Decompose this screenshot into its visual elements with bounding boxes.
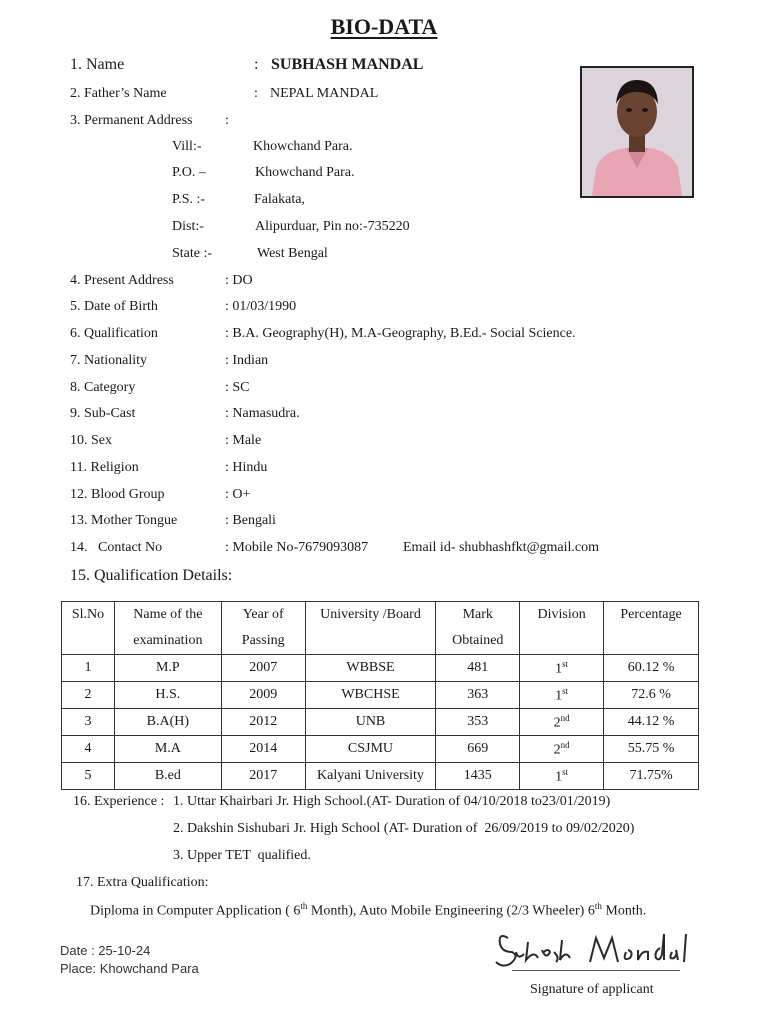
address-key: Dist:- — [172, 219, 204, 234]
cell-board: UNB — [305, 709, 436, 736]
contact-mobile: : Mobile No-7679093087 — [225, 540, 369, 555]
cell-board: CSJMU — [305, 736, 436, 763]
field-value: : B.A. Geography(H), M.A-Geography, B.Ed.- Social Science. — [225, 326, 576, 341]
field-value: : 01/03/1990 — [225, 299, 297, 314]
cell-percentage: 44.12 % — [604, 709, 699, 736]
cell-exam: H.S. — [114, 682, 221, 709]
table-row — [62, 736, 699, 763]
cell-exam: M.A — [114, 736, 221, 763]
address-value: Falakata, — [254, 192, 305, 207]
cell-board: Kalyani University — [305, 763, 436, 790]
field-label: 12. Blood Group — [70, 487, 165, 502]
table-row — [62, 709, 699, 736]
cell-division: 1st — [520, 655, 604, 682]
cell-slno: 3 — [62, 709, 115, 736]
cell-marks: 353 — [436, 709, 520, 736]
cell-marks: 363 — [436, 682, 520, 709]
address-key: P.O. – — [172, 165, 206, 180]
field-label: 5. Date of Birth — [70, 299, 158, 314]
field-label: 11. Religion — [70, 460, 139, 475]
cell-exam: B.ed — [114, 763, 221, 790]
father-value: NEPAL MANDAL — [270, 86, 379, 101]
address-colon: : — [225, 113, 229, 128]
field-label: 9. Sub-Cast — [70, 406, 136, 421]
header-year: Year of Passing — [221, 602, 305, 655]
cell-percentage: 72.6 % — [604, 682, 699, 709]
table-row — [62, 682, 699, 709]
name-label: 1. Name — [70, 56, 125, 73]
cell-slno: 5 — [62, 763, 115, 790]
cell-year: 2009 — [221, 682, 305, 709]
cell-year: 2014 — [221, 736, 305, 763]
table-row — [62, 763, 699, 790]
cell-slno: 4 — [62, 736, 115, 763]
address-label: 3. Permanent Address — [70, 113, 193, 128]
address-key: State :- — [172, 246, 213, 261]
cell-percentage: 71.75% — [604, 763, 699, 790]
cell-marks: 1435 — [436, 763, 520, 790]
header-marks: Mark Obtained — [436, 602, 520, 655]
header-exam: Name of the examination — [114, 602, 221, 655]
address-value: Khowchand Para. — [253, 139, 353, 154]
signature-caption: Signature of applicant — [530, 982, 654, 997]
extra-text: Diploma in Computer Application ( 6th Month), Auto Mobile Engineering (2/3 Wheeler) 6th Month. — [90, 901, 647, 919]
qualification-table — [61, 601, 699, 790]
header-slno: Sl.No — [62, 602, 115, 655]
applicant-photo — [580, 66, 694, 198]
experience-item: 2. Dakshin Sishubari Jr. High School (AT- Duration of 26/09/2019 to 09/02/2020) — [173, 821, 635, 836]
cell-division: 1st — [520, 763, 604, 790]
address-value: Khowchand Para. — [255, 165, 355, 180]
page-title: BIO-DATA — [330, 14, 438, 39]
field-label: 7. Nationality — [70, 353, 147, 368]
cell-exam: B.A(H) — [114, 709, 221, 736]
address-key: Vill:- — [172, 139, 202, 154]
cell-marks: 481 — [436, 655, 520, 682]
signature-icon — [490, 922, 700, 972]
field-value: : DO — [225, 273, 253, 288]
name-colon: : — [254, 56, 259, 73]
cell-division: 1st — [520, 682, 604, 709]
field-value: : Hindu — [225, 460, 268, 475]
contact-email: Email id- shubhashfkt@gmail.com — [403, 540, 600, 555]
experience-item: 1. Uttar Khairbari Jr. High School.(AT- Duration of 04/10/2018 to23/01/2019) — [173, 794, 611, 809]
field-value: : Male — [225, 433, 262, 448]
cell-year: 2017 — [221, 763, 305, 790]
address-value: West Bengal — [257, 246, 328, 261]
cell-division: 2nd — [520, 709, 604, 736]
contact-label: 14. Contact No — [70, 540, 163, 555]
extra-label: 17. Extra Qualification: — [76, 875, 209, 890]
field-value: : Bengali — [225, 513, 276, 528]
cell-percentage: 55.75 % — [604, 736, 699, 763]
cell-year: 2012 — [221, 709, 305, 736]
field-value: : O+ — [225, 487, 251, 502]
table-header-row — [62, 602, 699, 655]
address-key: P.S. :- — [172, 192, 206, 207]
header-board: University /Board — [305, 602, 436, 655]
cell-year: 2007 — [221, 655, 305, 682]
father-colon: : — [254, 86, 258, 101]
field-label: 13. Mother Tongue — [70, 513, 178, 528]
field-label: 4. Present Address — [70, 273, 174, 288]
field-value: : Namasudra. — [225, 406, 300, 421]
cell-board: WBCHSE — [305, 682, 436, 709]
header-division: Division — [520, 602, 604, 655]
signature-line — [512, 970, 680, 971]
table-row — [62, 655, 699, 682]
cell-marks: 669 — [436, 736, 520, 763]
date-text: Date : 25-10-24 — [60, 943, 151, 958]
field-label: 10. Sex — [70, 433, 112, 448]
cell-board: WBBSE — [305, 655, 436, 682]
field-label: 8. Category — [70, 380, 136, 395]
field-value: : SC — [225, 380, 250, 395]
address-value: Alipurduar, Pin no:-735220 — [255, 219, 410, 234]
person-photo-icon — [582, 68, 692, 196]
cell-slno: 2 — [62, 682, 115, 709]
cell-exam: M.P — [114, 655, 221, 682]
cell-division: 2nd — [520, 736, 604, 763]
field-value: : Indian — [225, 353, 269, 368]
field-label: 6. Qualification — [70, 326, 158, 341]
experience-label: 16. Experience : — [73, 794, 165, 809]
name-value: SUBHASH MANDAL — [271, 56, 424, 73]
header-percentage: Percentage — [604, 602, 699, 655]
cell-slno: 1 — [62, 655, 115, 682]
place-text: Place: Khowchand Para — [60, 961, 199, 976]
father-label: 2. Father’s Name — [70, 86, 167, 101]
experience-item: 3. Upper TET qualified. — [173, 848, 311, 863]
qualification-heading: 15. Qualification Details: — [70, 567, 233, 584]
cell-percentage: 60.12 % — [604, 655, 699, 682]
